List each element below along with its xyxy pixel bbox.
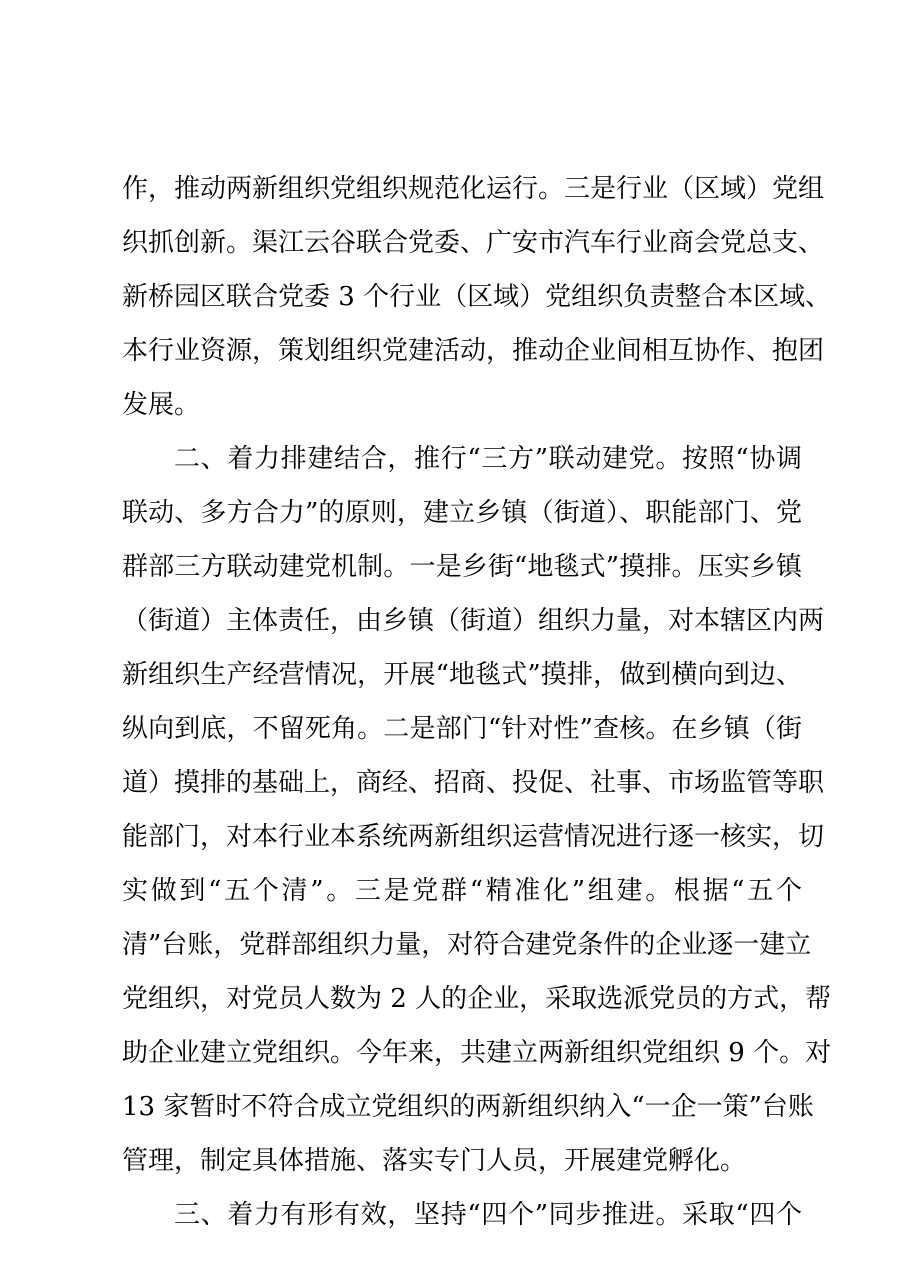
text-line: 群部三方联动建党机制。一是乡街“地毯式”摸排。压实乡镇	[122, 552, 802, 582]
text-line: 管理，制定具体措施、落实专门人员，开展建党孵化。	[122, 1146, 747, 1176]
paragraph-heading-line: 三、着力有形有效，坚持“四个”同步推进。采取“四个	[174, 1200, 802, 1230]
body-text	[122, 162, 832, 1242]
paragraph-heading-line: 二、着力排建结合，推行“三方”联动建党。按照“协调	[174, 444, 802, 474]
text-line: 13 家暂时不符合成立党组织的两新组织纳入“一企一策”台账	[122, 1092, 814, 1122]
text-line: （街道）主体责任，由乡镇（街道）组织力量，对本辖区内两	[122, 606, 825, 636]
text-line: 党组织，对党员人数为 2 人的企业，采取选派党员的方式，帮	[122, 984, 832, 1014]
text-line: 新桥园区联合党委 3 个行业（区域）党组织负责整合本区域、	[122, 282, 832, 312]
text-line: 实做到“五个清”。三是党群“精准化”组建。根据“五个	[122, 876, 802, 906]
text-line: 作，推动两新组织党组织规范化运行。三是行业（区域）党组	[122, 174, 825, 204]
text-line: 发展。	[122, 390, 201, 420]
text-line: 纵向到底，不留死角。二是部门“针对性”查核。在乡镇（街	[122, 714, 802, 744]
text-line: 清”台账，党群部组织力量，对符合建党条件的企业逐一建立	[122, 930, 812, 960]
text-line: 新组织生产经营情况，开展“地毯式”摸排，做到横向到边、	[122, 660, 802, 690]
text-line: 能部门，对本行业本系统两新组织运营情况进行逐一核实，切	[122, 822, 825, 852]
text-line: 织抓创新。渠江云谷联合党委、广安市汽车行业商会党总支、	[122, 228, 825, 258]
text-line: 道）摸排的基础上，商经、招商、投促、社事、市场监管等职	[122, 768, 825, 798]
text-line: 助企业建立党组织。今年来，共建立两新组织党组织 9 个。对	[122, 1038, 832, 1068]
text-line: 联动、多方合力”的原则，建立乡镇（街道）、职能部门、党	[122, 498, 802, 528]
text-line: 本行业资源，策划组织党建活动，推动企业间相互协作、抱团	[122, 336, 825, 366]
